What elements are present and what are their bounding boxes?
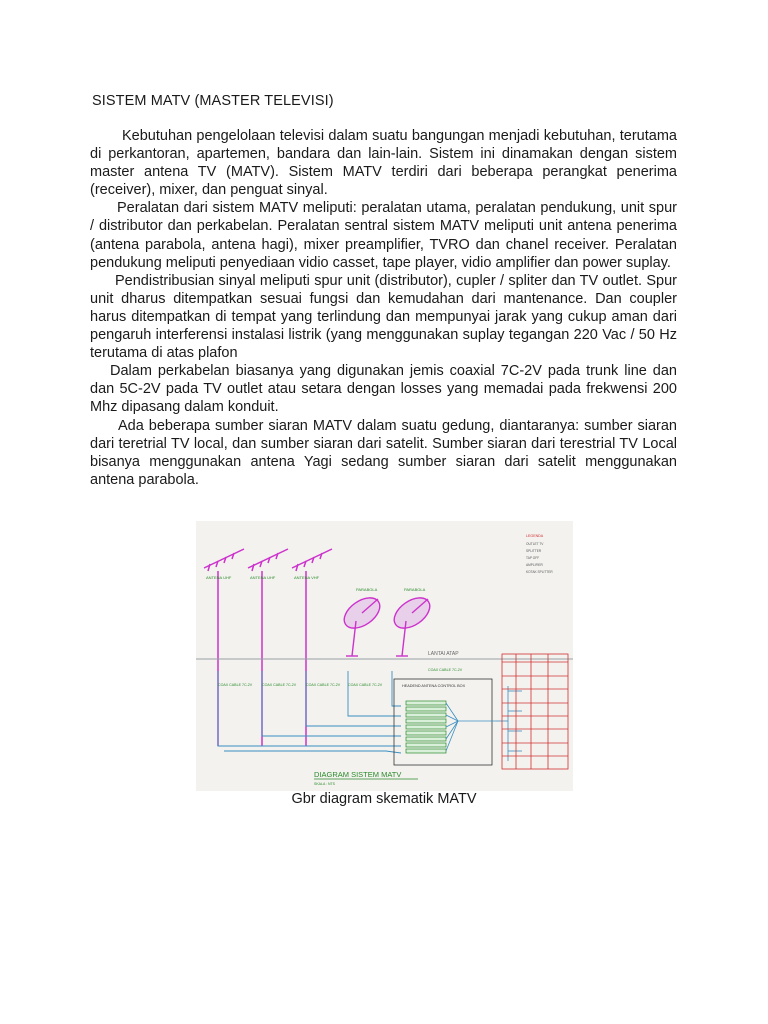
figure-caption: Gbr diagram skematik MATV bbox=[291, 791, 477, 807]
cable-label: COAX CABLE 7C-2V bbox=[218, 683, 253, 687]
legend-item: AMPLIFIER bbox=[526, 563, 543, 567]
matv-diagram-figure bbox=[196, 521, 573, 791]
amplifier-modules bbox=[406, 701, 446, 753]
headend-label: HEADEND ANTENA CONTROL BOX bbox=[402, 684, 466, 688]
dish-label: PARABOLA bbox=[356, 587, 378, 592]
cable-label: COAX CABLE 7C-2V bbox=[348, 683, 383, 687]
antenna-label: ANTENA UHF bbox=[206, 575, 232, 580]
paragraph: Kebutuhan pengelolaan televisi dalam suatu bangungan menjadi kebutuhan, terutama di perkantoran, apartemen, bandara dan lain-lain. Sistem ini dinamakan dengan sistem master antena TV (MATV). Sistem MATV terdiri dari beberapa perangkat penerima (receiver), mixer, dan penguat sinyal. bbox=[90, 128, 677, 199]
cable-label: COAX CABLE 7C-2V bbox=[262, 683, 297, 687]
paragraph: Peralatan dari sistem MATV meliputi: peralatan utama, peralatan pendukung, unit spur / distributor dan perkabelan. Peralatan sentral sistem MATV meliputi unit antena penerima (antena parabola, antena hagi), mixer preamplifier, TVRO dan chanel receiver. Peralatan pendukung meliputi penyediaan vidio casset, tape player, vidio amplifier dan power suplay. bbox=[90, 200, 677, 271]
legend-item: OUTLET TV bbox=[526, 542, 544, 546]
dish-label: PARABOLA bbox=[404, 587, 426, 592]
legend-item: SPLITTER bbox=[526, 549, 542, 553]
paragraph: Ada beberapa sumber siaran MATV dalam suatu gedung, diantaranya: sumber siaran dari teretrial TV local, dan sumber siaran dari satelit. Sumber siaran dari terestrial TV Local bisanya menggunakan antena Yagi sedang sumber siaran dari satelit menggunakan antena parabola. bbox=[90, 417, 677, 488]
diagram-title: DIAGRAM SISTEM MATV bbox=[314, 770, 402, 779]
body-text bbox=[90, 127, 677, 489]
diagram-scale: SKALA : NTS bbox=[314, 782, 336, 786]
paragraph: Dalam perkabelan biasanya yang digunakan jemis coaxial 7C-2V pada trunk line dan dan 5C-2V pada TV outlet atau setara dengan losses yang memadai pada frekwensi 200 Mhz dipasang dalam konduit. bbox=[90, 363, 677, 416]
legend-title: LEGENDA bbox=[526, 534, 544, 538]
antenna-label: ANTENA VHF bbox=[294, 575, 320, 580]
legend-item: TAP OFF bbox=[526, 556, 540, 560]
antenna-label: ANTENA UHF bbox=[250, 575, 276, 580]
diagram-background bbox=[196, 521, 573, 791]
legend-item: KOTAK SPLITTER bbox=[526, 570, 553, 574]
cable-label: COAX CABLE 7C-2V bbox=[428, 668, 463, 672]
paragraph: Pendistribusian sinyal meliputi spur unit (distributor), cupler / spliter dan TV outlet. Spur unit dharus ditempatkan sesuai fungsi dan kemudahan dari mantenance. Dan coupler harus ditempatkan di tempat yang terlindung dan mempunyai jarak yang cukup aman dari pengaruh interferensi instalasi listrik (yang menggunakan suplay tegangan 220 Vac / 50 Hz terutama di atas plafon bbox=[90, 272, 677, 362]
page-title: SISTEM MATV (MASTER TELEVISI) bbox=[92, 93, 334, 109]
roof-label: LANTAI ATAP bbox=[428, 651, 459, 657]
cable-label: COAX CABLE 7C-2V bbox=[306, 683, 341, 687]
matv-diagram bbox=[196, 521, 573, 791]
